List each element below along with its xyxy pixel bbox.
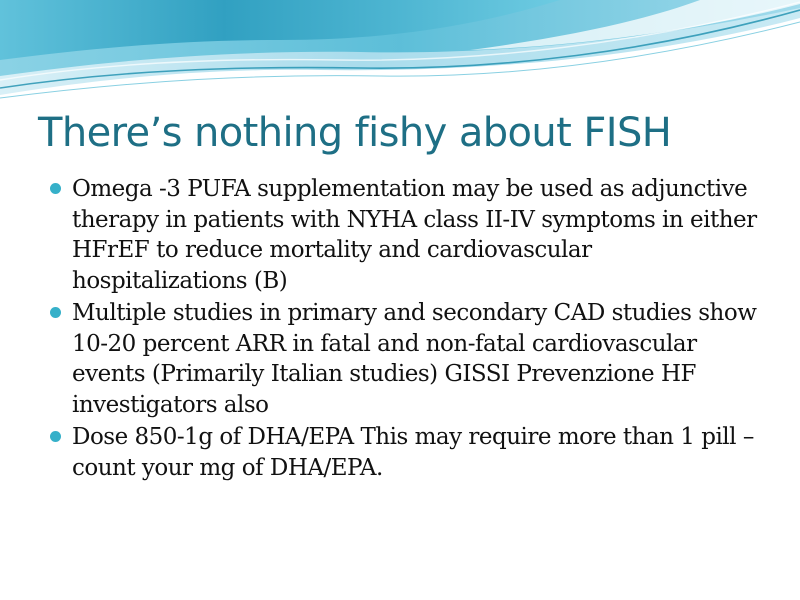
bullet-text: Omega -3 PUFA supplementation may be used as adjunctive therapy in patients with NYHA class II-IV symptoms in either HFrEF to reduce mortality and cardiovascular hospitalizations (B)	[72, 176, 757, 294]
wave-header-decoration	[0, 0, 800, 110]
bullet-item-omega3-supplementation	[40, 174, 770, 296]
bullet-dot-icon	[50, 183, 61, 194]
bullet-text: Dose 850-1g of DHA/EPA This may require more than 1 pill – count your mg of DHA/EPA.	[72, 424, 754, 481]
slide-title: There’s nothing fishy about FISH	[38, 110, 672, 156]
bullet-text: Multiple studies in primary and secondary CAD studies show 10-20 percent ARR in fatal and non-fatal cardiovascular events (Primarily Italian studies) GISSI Prevenzione HF investigators also	[72, 300, 757, 418]
bullet-item-dose	[40, 422, 770, 483]
bullet-list	[40, 174, 770, 485]
bullet-item-cad-studies	[40, 298, 770, 420]
bullet-dot-icon	[50, 431, 61, 442]
bullet-dot-icon	[50, 307, 61, 318]
